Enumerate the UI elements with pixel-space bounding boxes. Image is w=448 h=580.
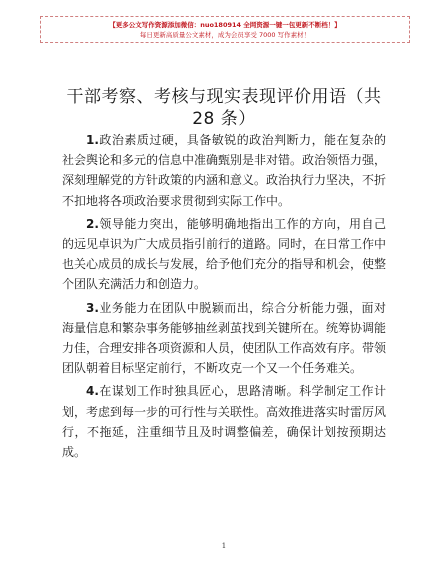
paragraph-text: 政治素质过硬，具备敏锐的政治判断力，能在复杂的社会舆论和多元的信息中准确甄别是非对错。政治领悟力强，深刻理解党的方针政策的内涵和意义。政治执行力坚决，不折不扣地将各项政治要求贯彻到实际工作中。 [62, 133, 387, 208]
paragraph-number: 4. [86, 384, 99, 399]
paragraph-text: 领导能力突出，能够明确地指出工作的方向，用自己的远见卓识为广大成员指引前行的道路。同时，在日常工作中也关心成员的成长与发展，给予他们充分的指导和机会，使整个团队充满活力和创造力。 [62, 216, 387, 292]
promo-banner-line-1: 【更多公文写作资源添加微信：nuo180914 全网资源一键一包更新不断档！】 [109, 21, 341, 29]
promo-banner-line-2: 每日更新高质量公文素材，成为会员享受 7000 写作素材！ [139, 31, 311, 39]
promo-banner [40, 16, 410, 43]
paragraph-text: 业务能力在团队中脱颖而出，综合分析能力强，面对海量信息和繁杂事务能够抽丝剥茧找到关键所在。统筹协调能力佳，合理安排各项资源和人员，使团队工作高效有序。带领团队朝着目标坚定前行，不断攻克一个又一个任务难关。 [62, 300, 387, 376]
paragraph-number: 1. [86, 133, 99, 147]
paragraph-3 [62, 298, 386, 379]
paragraph-number: 2. [86, 216, 99, 231]
paragraph-2 [62, 214, 386, 295]
document-body [62, 130, 386, 465]
page-number: 1 [221, 542, 227, 550]
document-title: 干部考察、考核与现实表现评价用语（共 28 条） [66, 87, 382, 129]
paragraph-1 [62, 130, 386, 211]
paragraph-number: 3. [86, 300, 99, 315]
paragraph-4 [62, 381, 386, 462]
paragraph-text: 在谋划工作时独具匠心，思路清晰。科学制定工作计划，考虑到每一步的可行性与关联性。高效推进落实时雷厉风行，不拖延，注重细节且及时调整偏差，确保计划按预期达成。 [62, 384, 387, 460]
